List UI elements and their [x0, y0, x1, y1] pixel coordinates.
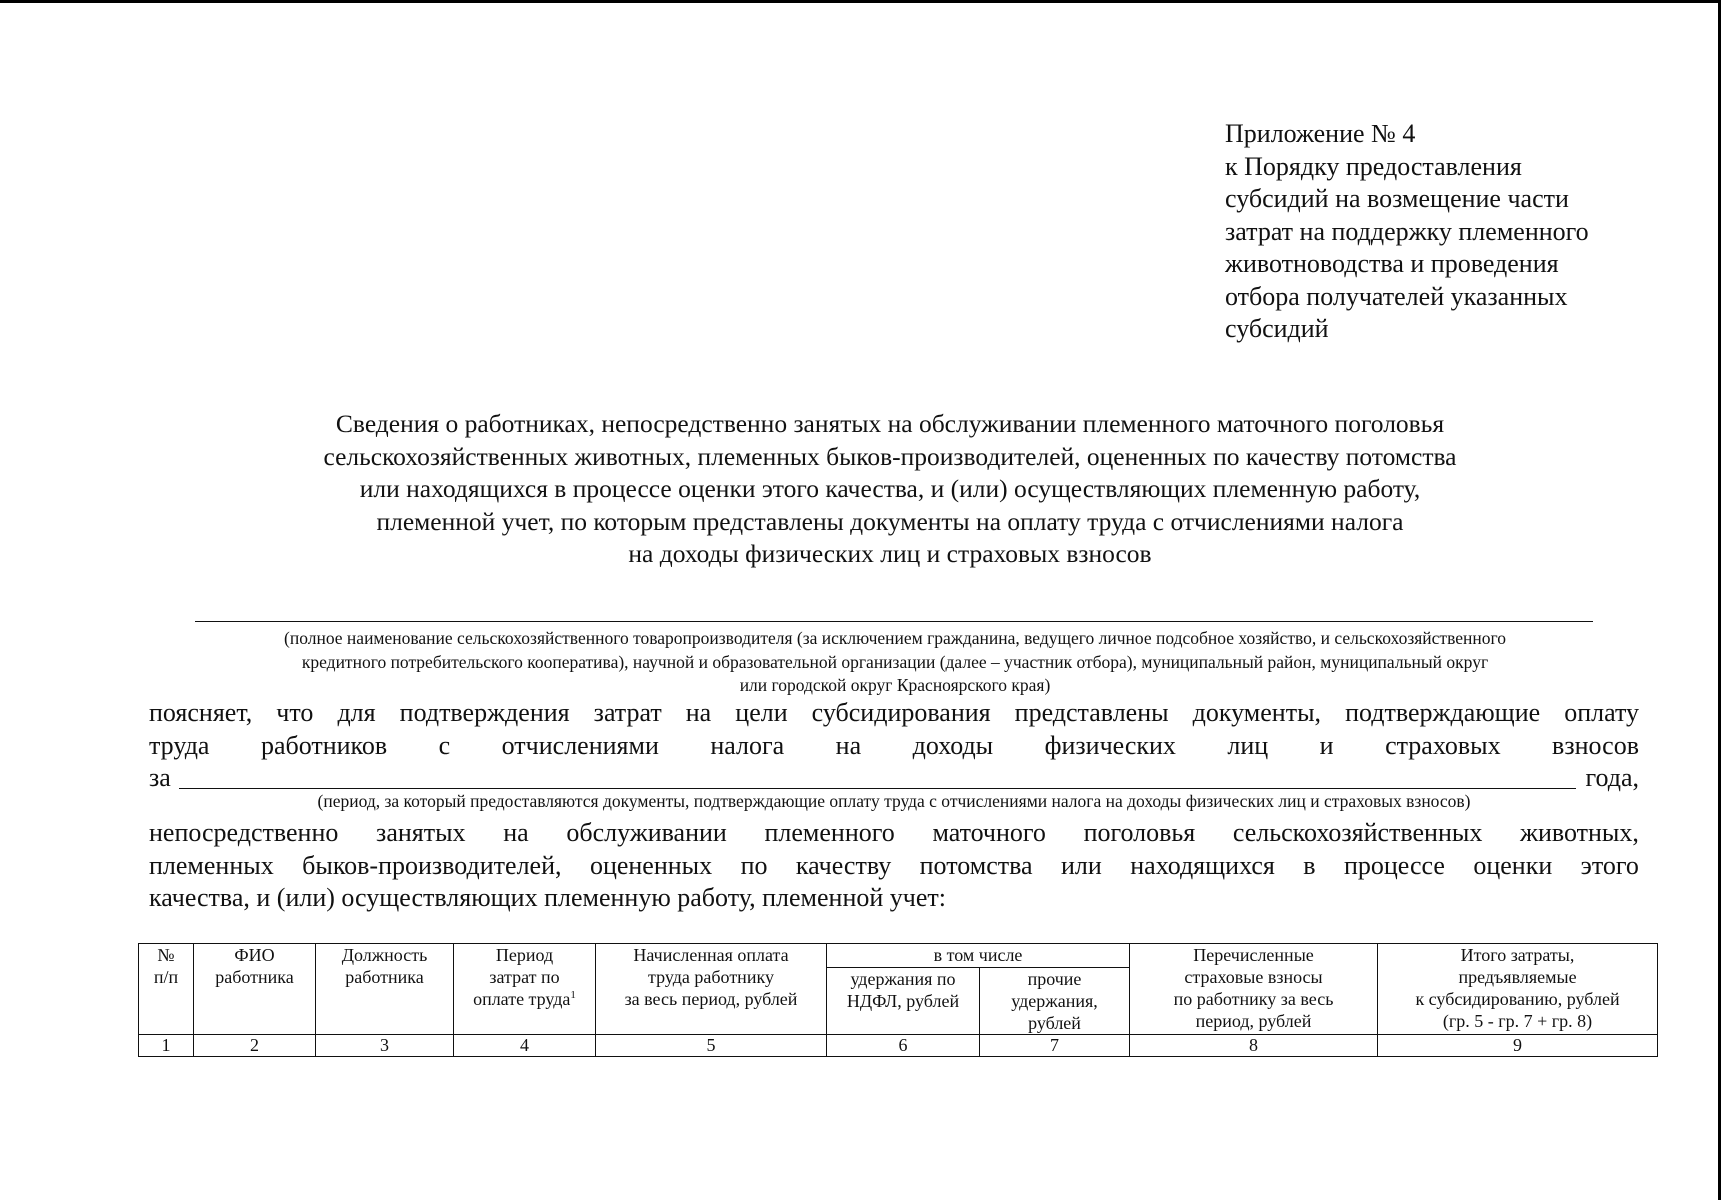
word: физических [1044, 730, 1176, 760]
column-number-cell: 7 [980, 1035, 1130, 1057]
paragraph-line [149, 817, 1639, 850]
appendix-line: субсидий [1225, 314, 1329, 343]
word: этого [1580, 850, 1639, 880]
employees-table [138, 943, 1658, 1057]
word: доходы [912, 730, 994, 760]
word: документы, [1192, 698, 1322, 727]
word: взносов [1552, 730, 1639, 760]
paragraph-employees [149, 817, 1639, 915]
word: работников [260, 730, 388, 760]
word: на [503, 818, 529, 847]
appendix-line: субсидий на возмещение части [1225, 184, 1569, 213]
period-field[interactable] [179, 788, 1576, 789]
appendix-line: Приложение № 4 [1225, 119, 1416, 148]
paragraph-line [149, 697, 1639, 730]
word: племенного [764, 818, 895, 847]
period-suffix: года, [1585, 763, 1639, 792]
paragraph-line [149, 730, 1639, 763]
word: отчислениями [501, 730, 659, 760]
word: сельскохозяйственных [1232, 818, 1483, 847]
column-number-cell: 6 [827, 1035, 980, 1057]
header-cell-period: Период затрат по оплате труда$^1$ [454, 944, 596, 1035]
footnote-mark: 1 [570, 989, 576, 1001]
word: занятых [376, 818, 466, 847]
word: представлены [1014, 698, 1169, 727]
title-line: на доходы физических лиц и страховых взносов [628, 539, 1152, 568]
organization-name-field[interactable] [195, 621, 1593, 622]
column-number-cell: 1 [139, 1035, 194, 1057]
caption-line: или городской округ Красноярского края) [739, 675, 1051, 695]
column-number-cell: 3 [316, 1035, 454, 1057]
word: животных, [1520, 818, 1639, 847]
word: оцененных [589, 850, 713, 880]
word: непосредственно [149, 818, 339, 847]
column-number-cell: 9 [1378, 1035, 1658, 1057]
header-cell-accrued-pay: Начисленная оплата труда работнику за весь период, рублей [596, 944, 827, 1035]
header-cell-number: № п/п [139, 944, 194, 1035]
word: в [1303, 850, 1316, 880]
word: затрат [593, 698, 662, 727]
table-column-numbers-row [139, 1035, 1658, 1057]
word: труда [149, 730, 210, 760]
word: процессе [1343, 850, 1445, 880]
header-cell-full-name: ФИО работника [194, 944, 316, 1035]
caption-line: кредитного потребительского кооператива), научной и образовательной организации (далее – участник отбора), муниципальный район, муниципальный округ [301, 651, 1489, 672]
word: субсидирования [811, 698, 991, 727]
word: поясняет, [149, 698, 253, 727]
title-line: Сведения о работниках, непосредственно занятых на обслуживании племенного маточного поголовья [335, 409, 1445, 438]
header-cell-including: в том числе [827, 944, 1130, 968]
word: подтверждения [399, 698, 570, 727]
word: племенных [149, 850, 274, 880]
word: находящихся [1130, 850, 1275, 880]
appendix-header [1225, 118, 1665, 346]
word: потомства [919, 850, 1033, 880]
column-number-cell: 4 [454, 1035, 596, 1057]
word: на [685, 698, 712, 727]
paragraph-explains [149, 697, 1639, 762]
appendix-line: отбора получателей указанных [1225, 281, 1568, 311]
word: страховых [1385, 730, 1501, 760]
column-number-cell: 2 [194, 1035, 316, 1057]
document-title [200, 408, 1580, 571]
word: на [835, 730, 862, 760]
word: качеству [795, 850, 892, 880]
word: что [276, 698, 314, 727]
word: и [1319, 730, 1334, 760]
column-number-cell: 8 [1130, 1035, 1378, 1057]
table-header-row [139, 944, 1658, 968]
word: для [337, 698, 376, 727]
word: оплату [1564, 698, 1639, 727]
appendix-line: к Порядку предоставления [1225, 151, 1522, 181]
word: или [1061, 850, 1102, 880]
scan-border-top [0, 0, 1721, 3]
organization-name-caption [160, 627, 1630, 698]
paragraph-line [149, 850, 1639, 883]
header-cell-other-deductions: прочие удержания, рублей [980, 968, 1130, 1035]
word: лиц [1227, 730, 1269, 760]
appendix-line: затрат на поддержку племенного [1225, 216, 1589, 246]
word: по [740, 850, 768, 880]
caption-line: (полное наименование сельскохозяйственного товаропроизводителя (за исключением гражданина, ведущего личное подсобное хозяйство, и сельскохозяйственного [284, 628, 1506, 648]
header-cell-position: Должность работника [316, 944, 454, 1035]
appendix-line: животноводства и проведения [1225, 249, 1559, 278]
word: с [438, 730, 451, 760]
word: налога [710, 730, 785, 760]
word: подтверждающие [1345, 698, 1541, 727]
title-line: сельскохозяйственных животных, племенных быков-производителей, оцененных по качеству потомства [323, 441, 1457, 471]
period-prefix: за [149, 763, 171, 792]
word: быков-производителей, [302, 850, 562, 880]
title-line: племенной учет, по которым представлены документы на оплату труда с отчислениями налога [376, 506, 1404, 536]
word: цели [735, 698, 788, 727]
word: обслуживании [566, 818, 727, 847]
word: поголовья [1083, 818, 1196, 847]
paragraph-line: качества, и (или) осуществляющих племенную работу, племенной учет: [149, 883, 946, 912]
word: оценки [1473, 850, 1553, 880]
period-caption: (период, за который предоставляются документы, подтверждающие оплату труда с отчислениями налога на доходы физических лиц и страховых взносов) [317, 791, 1471, 811]
word: маточного [932, 818, 1046, 847]
title-line: или находящихся в процессе оценки этого качества, и (или) осуществляющих племенную работу, [359, 474, 1421, 503]
column-number-cell: 5 [596, 1035, 827, 1057]
header-cell-ndfl: удержания по НДФЛ, рублей [827, 968, 980, 1035]
header-cell-insurance: Перечисленные страховые взносы по работнику за весь период, рублей [1130, 944, 1378, 1035]
header-cell-total: Итого затраты, предъявляемые к субсидированию, рублей (гр. 5 - гр. 7 + гр. 8) [1378, 944, 1658, 1035]
